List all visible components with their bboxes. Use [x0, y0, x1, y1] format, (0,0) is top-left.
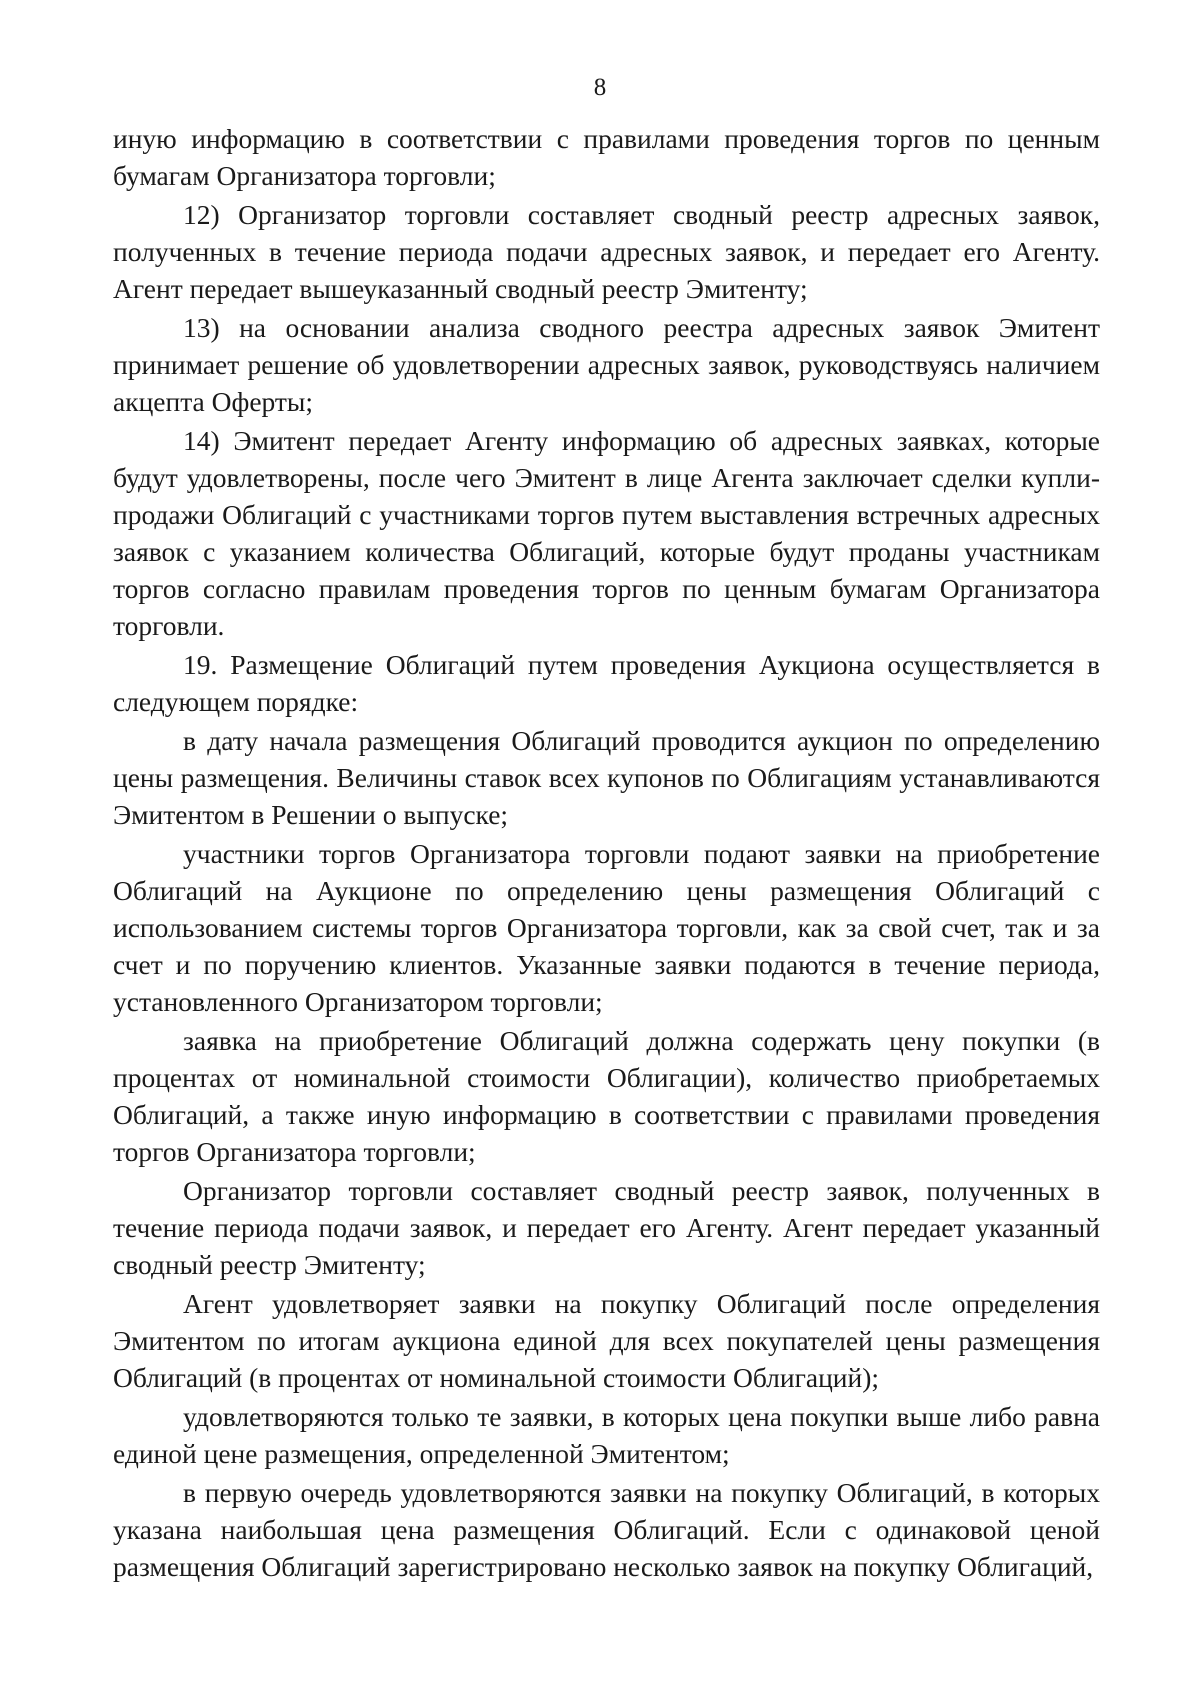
paragraph-participants: участники торгов Организатора торговли подают заявки на приобретение Облигаций на Аукционе по определению цены размещения Облигаций с использованием системы торгов Организатора торговли, как за свой счет, так и за счет и по поручению клиентов. Указанные заявки подаются в течение периода, установленного Организатором торговли; [113, 838, 1100, 1017]
paragraph-bid-content: заявка на приобретение Облигаций должна содержать цену покупки (в процентах от номинальной стоимости Облигации), количество приобретаемых Облигаций, а также иную информацию в соответствии с правилами проведения торгов Организатора торговли; [113, 1025, 1100, 1167]
paragraph-item-14: 14) Эмитент передает Агенту информацию об адресных заявках, которые будут удовлетворены, после чего Эмитент в лице Агента заключает сделки купли-продажи Облигаций с участниками торгов путем выставления встречных адресных заявок с указанием количества Облигаций, которые будут проданы участникам торгов согласно правилам проведения торгов по ценным бумагам Организатора торговли. [113, 425, 1100, 641]
document-body [113, 120, 1100, 1587]
paragraph-section-19: 19. Размещение Облигаций путем проведения Аукциона осуществляется в следующем порядке: [113, 649, 1100, 717]
paragraph-price-condition: удовлетворяются только те заявки, в которых цена покупки выше либо равна единой цене размещения, определенной Эмитентом; [113, 1401, 1100, 1469]
paragraph-item-12: 12) Организатор торговли составляет сводный реестр адресных заявок, полученных в течение периода подачи адресных заявок, и передает его Агенту. Агент передает вышеуказанный сводный реестр Эмитенту; [113, 199, 1100, 304]
paragraph-summary-register: Организатор торговли составляет сводный реестр заявок, полученных в течение периода подачи заявок, и передает его Агенту. Агент передает указанный сводный реестр Эмитенту; [113, 1175, 1100, 1280]
page-number: 8 [593, 74, 607, 101]
paragraph-continuation: иную информацию в соответствии с правилами проведения торгов по ценным бумагам Организатора торговли; [113, 123, 1100, 191]
paragraph-priority: в первую очередь удовлетворяются заявки на покупку Облигаций, в которых указана наибольшая цена размещения Облигаций. Если с одинаковой ценой размещения Облигаций зарегистрировано несколько заявок на покупку Облигаций, [113, 1477, 1100, 1582]
paragraph-auction-date: в дату начала размещения Облигаций проводится аукцион по определению цены размещения. Величины ставок всех купонов по Облигациям устанавливаются Эмитентом в Решении о выпуске; [113, 725, 1100, 830]
paragraph-item-13: 13) на основании анализа сводного реестра адресных заявок Эмитент принимает решение об удовлетворении адресных заявок, руководствуясь наличием акцепта Оферты; [113, 312, 1100, 417]
paragraph-agent-satisfies: Агент удовлетворяет заявки на покупку Облигаций после определения Эмитентом по итогам аукциона единой для всех покупателей цены размещения Облигаций (в процентах от номинальной стоимости Облигаций); [113, 1288, 1100, 1393]
